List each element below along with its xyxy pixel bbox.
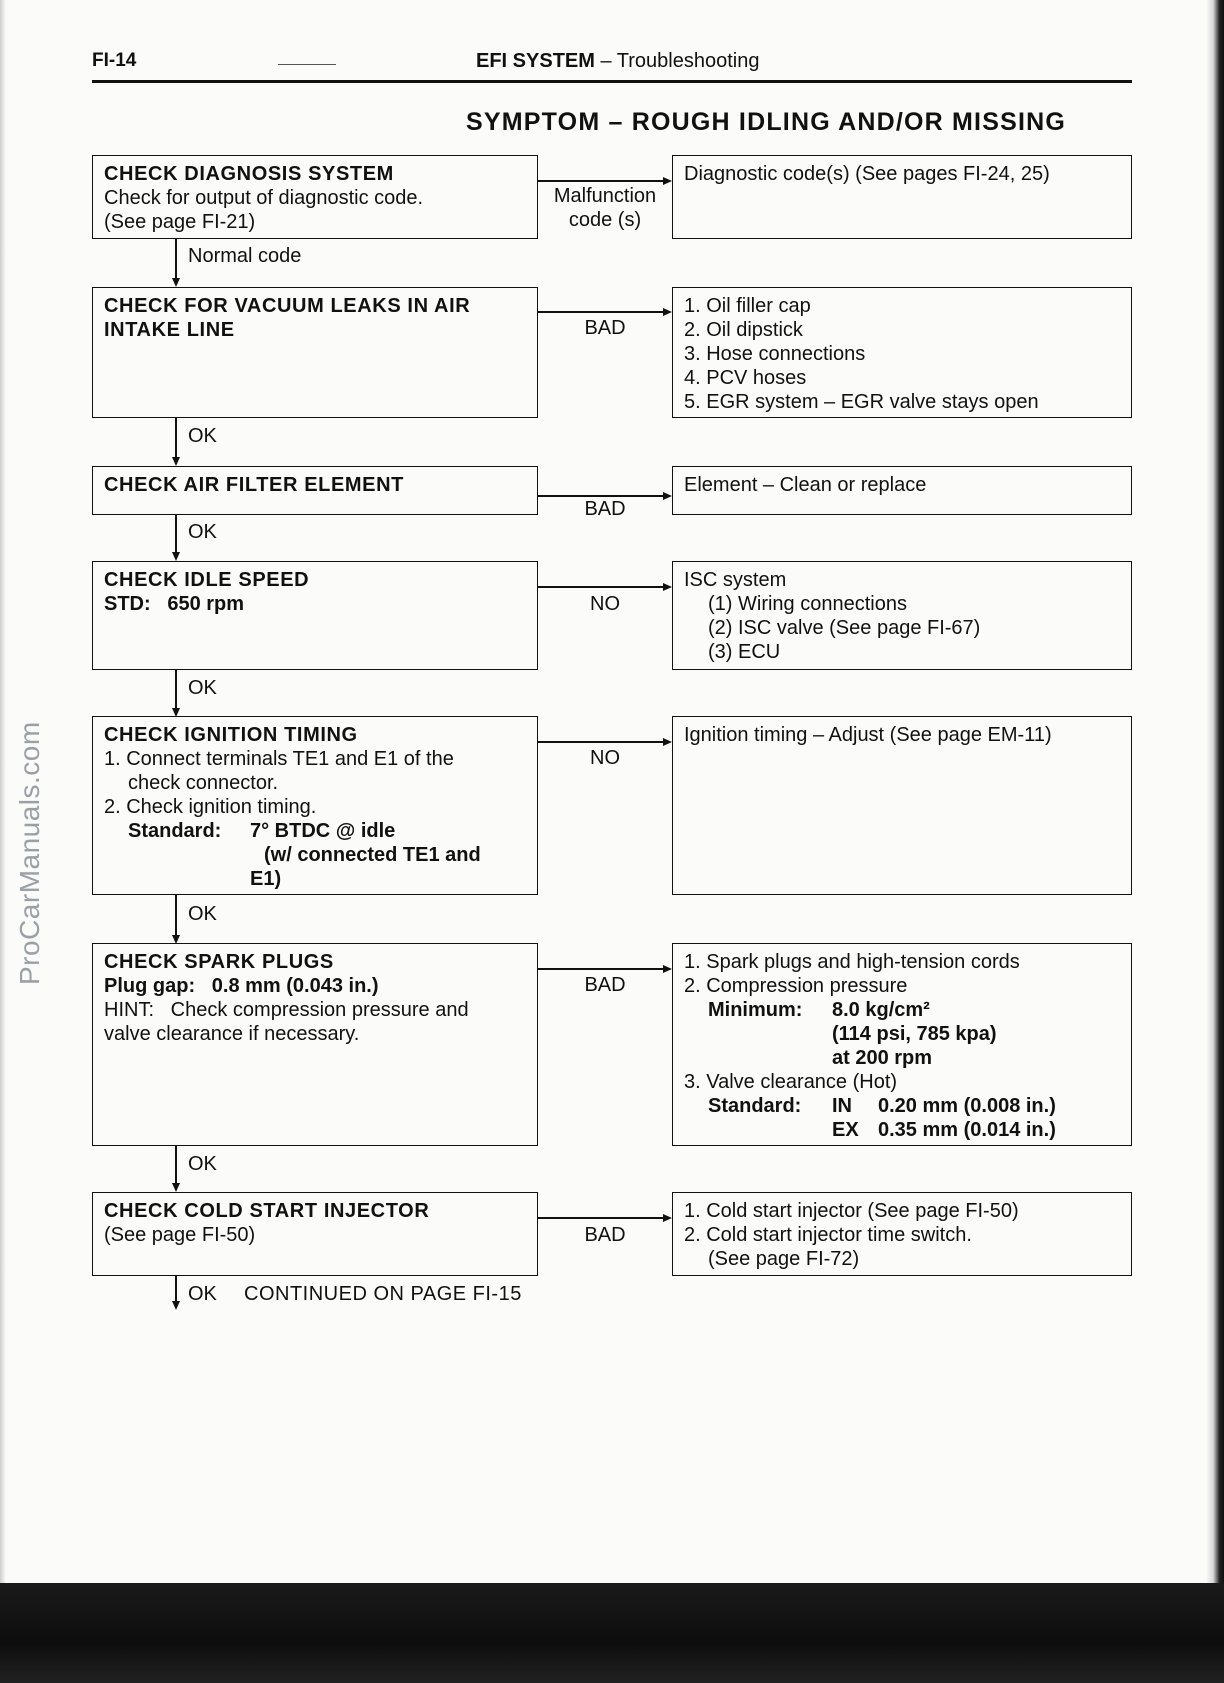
flow-label: OK: [188, 903, 217, 925]
flow-line: [175, 1146, 177, 1184]
step-check-ignition-timing: [92, 716, 538, 895]
result-list-item: (3) ECU: [708, 641, 781, 663]
header-separator: –: [600, 50, 612, 72]
std-label: Standard:: [128, 820, 222, 842]
flow-label: Normal code: [188, 245, 302, 267]
result-list-item: 3. Hose connections: [684, 343, 866, 365]
result-text: Ignition timing – Adjust (See page EM-11): [684, 724, 1052, 746]
arrow-right-icon: [663, 1214, 672, 1222]
step-title: CHECK IGNITION TIMING: [104, 724, 358, 746]
result-list-item: 1. Oil filler cap: [684, 295, 811, 317]
result-cold-start-injector: [672, 1192, 1132, 1276]
result-list-item: 2. Cold start injector time switch.: [684, 1224, 972, 1246]
flow-label: OK: [188, 1153, 217, 1175]
branch-label: BAD: [584, 498, 626, 520]
arrow-right-icon: [663, 965, 672, 973]
result-isc-system: [672, 561, 1132, 670]
branch-line: [538, 311, 665, 313]
step-title: CHECK DIAGNOSIS SYSTEM: [104, 163, 394, 185]
result-list-item: 2. Compression pressure: [684, 975, 908, 997]
flow-line: [175, 1276, 177, 1302]
step-title: CHECK COLD START INJECTOR: [104, 1200, 430, 1222]
result-text: Element – Clean or replace: [684, 474, 927, 496]
vc-label: Standard:: [708, 1095, 802, 1117]
step-check-vacuum-leaks: [92, 287, 538, 418]
arrow-down-icon: [172, 552, 180, 561]
header-dash: [278, 64, 336, 65]
step-title: INTAKE LINE: [104, 319, 235, 341]
flow-label: OK: [188, 425, 217, 447]
step-check-cold-start-injector: [92, 1192, 538, 1276]
step-check-spark-plugs: [92, 943, 538, 1146]
page-left-edge-shadow: [0, 0, 6, 1583]
result-title: ISC system: [684, 569, 787, 591]
branch-label: NO: [590, 593, 620, 615]
flow-line: [175, 895, 177, 936]
vc-in-label: IN: [832, 1095, 852, 1117]
step-text: (See page FI-21): [104, 211, 256, 233]
branch-label: BAD: [584, 974, 626, 996]
gap-value: 0.8 mm (0.043 in.): [211, 975, 379, 997]
step-check-air-filter: [92, 466, 538, 515]
std-label: STD:: [104, 593, 151, 615]
arrow-down-icon: [172, 1301, 180, 1310]
arrow-right-icon: [663, 583, 672, 591]
vc-ex-label: EX: [832, 1119, 859, 1141]
scan-bottom-shadow: [0, 1583, 1224, 1683]
step-list-item: 2. Check ignition timing.: [104, 796, 317, 818]
branch-line: [538, 1217, 665, 1219]
branch-label: BAD: [584, 1224, 626, 1246]
result-list-item: (1) Wiring connections: [708, 593, 907, 615]
arrow-down-icon: [172, 278, 180, 287]
branch-label: NO: [590, 747, 620, 769]
min-value: 8.0 kg/cm²: [832, 999, 930, 1021]
hint-text: valve clearance if necessary.: [104, 1023, 360, 1045]
step-text: Check for output of diagnostic code.: [104, 187, 424, 209]
result-list-item: 2. Oil dipstick: [684, 319, 803, 341]
hint-text: HINT: Check compression pressure and: [104, 999, 469, 1021]
result-list-item: 1. Cold start injector (See page FI-50): [684, 1200, 1019, 1222]
result-list-item: 3. Valve clearance (Hot): [684, 1071, 898, 1093]
step-list-item: 1. Connect terminals TE1 and E1 of the: [104, 748, 454, 770]
vc-ex-value: 0.35 mm (0.014 in.): [878, 1119, 1056, 1141]
step-text: (See page FI-50): [104, 1224, 256, 1246]
step-title: CHECK FOR VACUUM LEAKS IN AIR: [104, 295, 471, 317]
result-vacuum-leak-points: [672, 287, 1132, 418]
result-list-item: 4. PCV hoses: [684, 367, 807, 389]
step-check-idle-speed: [92, 561, 538, 670]
std-value: 7° BTDC @ idle: [250, 820, 396, 842]
result-spark-plugs: [672, 943, 1132, 1146]
vc-in-value: 0.20 mm (0.008 in.): [878, 1095, 1056, 1117]
header-system: EFI SYSTEM: [476, 50, 595, 72]
flow-line: [175, 418, 177, 458]
result-list-item: 5. EGR system – EGR valve stays open: [684, 391, 1039, 413]
result-list-item: (See page FI-72): [708, 1248, 860, 1270]
branch-label: [538, 184, 672, 232]
step-check-diagnosis-system: [92, 155, 538, 239]
compression-table: [708, 998, 997, 1070]
std-value: (w/ connected TE1 and: [264, 844, 481, 866]
result-text: Diagnostic code(s) (See pages FI-24, 25): [684, 163, 1050, 185]
branch-label: BAD: [584, 317, 626, 339]
step-title: CHECK AIR FILTER ELEMENT: [104, 474, 404, 496]
min-value: (114 psi, 785 kpa): [832, 1023, 997, 1045]
step-list-item: check connector.: [128, 772, 279, 794]
continued-note: CONTINUED ON PAGE FI-15: [244, 1283, 522, 1305]
flow-label: OK: [188, 677, 217, 699]
header-rule: [92, 80, 1132, 83]
min-label: Minimum:: [708, 999, 803, 1021]
std-value: E1): [250, 868, 282, 890]
flow-label: OK: [188, 521, 217, 543]
result-list-item: (2) ISC valve (See page FI-67): [708, 617, 981, 639]
step-title: CHECK IDLE SPEED: [104, 569, 310, 591]
std-table: [128, 819, 481, 891]
result-air-filter: [672, 466, 1132, 515]
header-section: Troubleshooting: [616, 50, 760, 72]
arrow-right-icon: [663, 738, 672, 746]
page-binding-shadow: [1206, 0, 1224, 1583]
branch-line: [538, 586, 665, 588]
min-value: at 200 rpm: [832, 1047, 933, 1069]
result-ignition-timing: [672, 716, 1132, 895]
watermark: ProCarManuals.com: [14, 721, 45, 985]
symptom-title: SYMPTOM – ROUGH IDLING AND/OR MISSING: [466, 108, 1066, 136]
branch-label-line: code (s): [568, 209, 642, 231]
flow-line: [175, 515, 177, 553]
branch-line: [538, 741, 665, 743]
flow-label: OK: [188, 1283, 217, 1305]
branch-line: [538, 180, 665, 182]
step-title: CHECK SPARK PLUGS: [104, 951, 334, 973]
result-list-item: 1. Spark plugs and high-tension cords: [684, 951, 1020, 973]
arrow-down-icon: [172, 1183, 180, 1192]
arrow-down-icon: [172, 457, 180, 466]
gap-label: Plug gap:: [104, 975, 196, 997]
flow-line: [175, 239, 177, 279]
page-number: FI-14: [92, 50, 137, 71]
flow-line: [175, 670, 177, 709]
result-diagnostic-codes: [672, 155, 1132, 239]
arrow-right-icon: [663, 308, 672, 316]
valve-clearance-table: [708, 1094, 1056, 1142]
std-value: 650 rpm: [167, 593, 245, 615]
branch-line: [538, 968, 665, 970]
header-title: [476, 50, 759, 73]
branch-label-line: Malfunction: [553, 185, 657, 207]
